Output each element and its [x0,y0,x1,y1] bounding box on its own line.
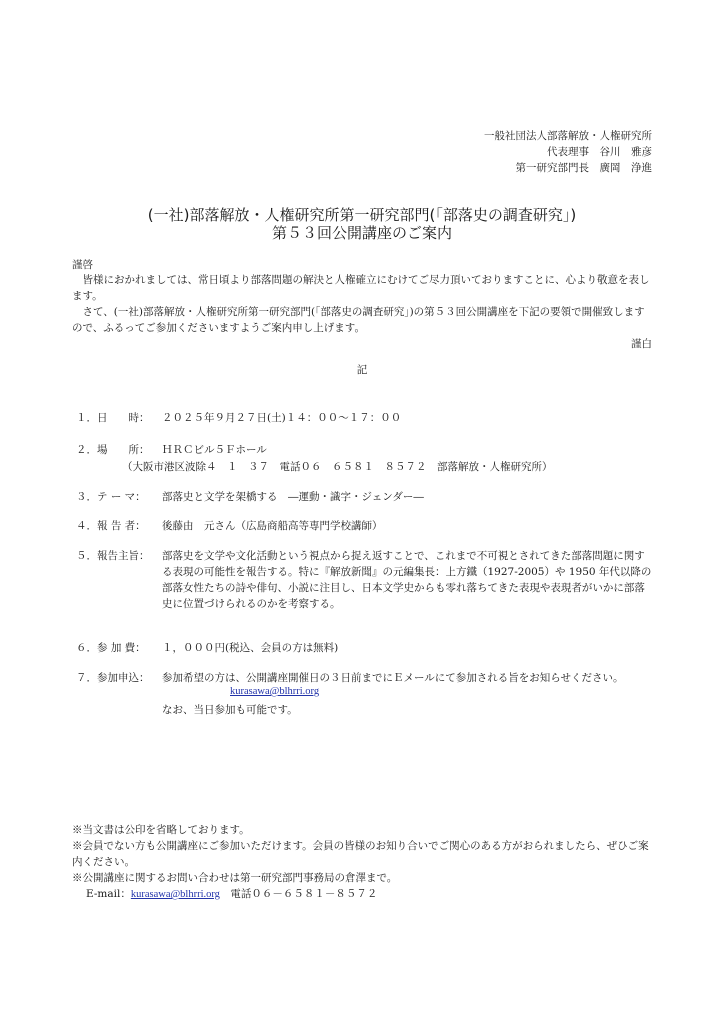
date-label: １．日 時： [76,412,150,424]
org-name: 一般社団法人部落解放・人権研究所 [484,130,652,142]
ki-marker: 記 [356,364,368,376]
contact-email-link[interactable]: kurasawa@blhrri.org [130,889,220,900]
title-line-1: (一社)部落解放・人権研究所第一研究部門(「部落史の調査研究」) [147,206,577,224]
note-nonmember: ※会員でない方も公開講座にご参加いただけます。会員の皆様のお知り合いでご関心のある方がおられましたら、ぜひご案内ください。 [72,840,649,868]
summary-value: 部落史を文学や文化活動という視点から捉え返すことで、これまで不可視とされてきた部落問題に関する表現の可能性を報告する。特に『解放新聞』の元編集長：上方鐵（1927-2005）や 1950 年代以降の部落女性たちの詩や俳句、小説に注目し、日本文学史からも零れ落ちてきた表現や表現者がいかに部落史に位置づけられるのかを考察する。 [162,550,652,610]
date-value: ２０２５年９月２７日(土)１４：００～１７：００ [162,412,402,424]
apply-text: 参加希望の方は、公開講座開催日の３日前までにＥメールにて参加される旨をお知らせください。 [162,672,624,684]
contact-phone: 電話０６－６５８１－８５７２ [230,888,378,900]
speaker-value: 後藤由 元さん（広島商船高等専門学校講師） [162,520,383,532]
theme-label: ３．テ ー マ： [76,491,146,503]
fee-value: １，０００円(税込、会員の方は無料) [162,642,339,654]
fee-label: ６．参 加 費： [76,642,146,654]
department-head: 第一研究部門長 廣岡 浄進 [515,162,652,174]
intro-paragraph-2: さて、(一社)部落解放・人権研究所第一研究部門(「部落史の調査研究」)の第５３回公開講座を下記の要領で開催致しますので、ふるってご参加くださいますようご案内申し上げます。 [72,306,645,334]
theme-value: 部落史と文学を架橋する ―運動・識字・ジェンダー― [162,491,424,503]
note-seal: ※当文書は公印を省略しております。 [72,824,250,836]
representative: 代表理事 谷川 雅彦 [547,146,652,158]
contact-line [86,886,377,901]
apply-email-link[interactable]: kurasawa@blhrri.org [230,686,320,697]
place-value: ＨＲＣビル５Ｆホール [162,444,267,456]
email-prefix: E-mail： [86,888,131,900]
apply-note: なお、当日参加も可能です。 [162,704,298,716]
apply-label: ７．参加申込： [76,672,150,684]
intro-paragraph-1: 皆様におかれましては、常日頃より部落問題の解決と人権確立にむけてご尽力頂いておりますことに、心より敬意を表します。 [72,274,650,302]
speaker-label: ４．報 告 者： [76,520,146,532]
title-line-2: 第５３回公開講座のご案内 [271,224,452,242]
summary-label: ５．報告主旨： [76,550,150,562]
salutation: 謹啓 [72,259,93,271]
place-label: ２．場 所： [76,444,150,456]
note-contact: ※公開講座に関するお問い合わせは第一研究部門事務局の倉澤まで。 [72,872,398,884]
place-detail: （大阪市港区波除４ １ ３７ 電話０６ ６５８１ ８５７２ 部落解放・人権研究所） [122,461,553,473]
closing-word: 謹白 [631,338,652,350]
